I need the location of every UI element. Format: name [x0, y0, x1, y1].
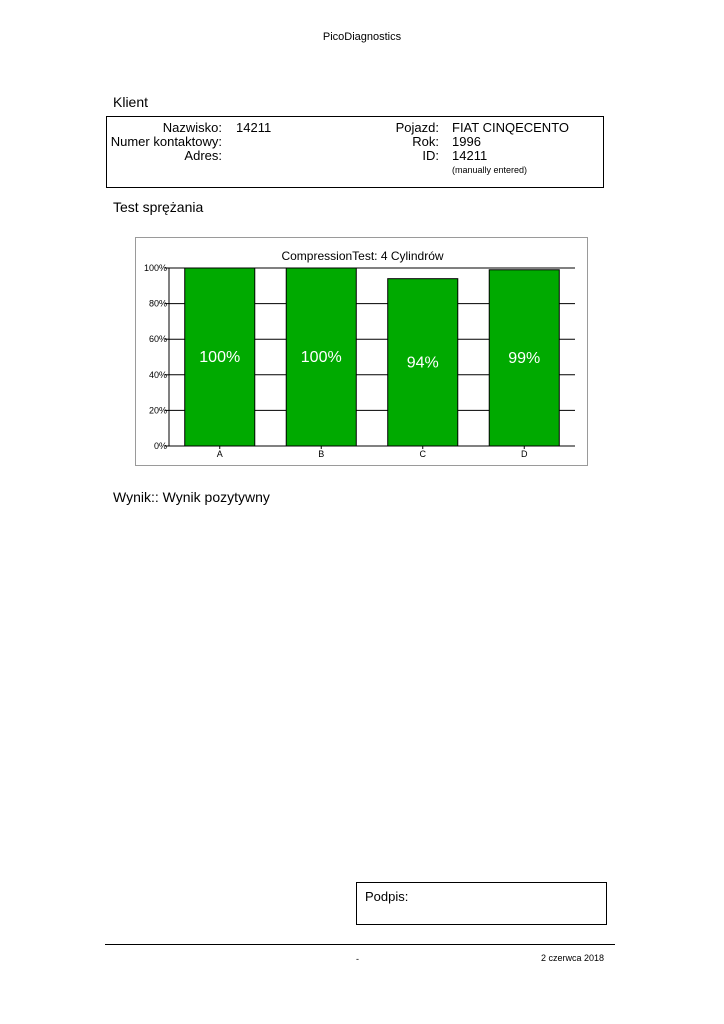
bar-data-label: 94%: [406, 354, 439, 372]
y-tick-label: 60%: [148, 334, 167, 345]
compression-chart-svg: [136, 238, 589, 467]
footer-date: 2 czerwca 2018: [541, 953, 605, 963]
y-tick-label: 80%: [148, 298, 167, 309]
x-tick-label: A: [216, 449, 223, 459]
address-label: Adres:: [184, 148, 222, 163]
contact-number-label: Numer kontaktowy:: [110, 134, 222, 149]
y-tick-label: 0%: [153, 441, 167, 451]
vehicle-label: Pojazd:: [395, 120, 439, 135]
x-tick-label: D: [521, 449, 528, 459]
y-tick-label: 20%: [148, 405, 167, 416]
y-tick-label: 100%: [143, 263, 167, 273]
bar-data-label: 100%: [199, 349, 241, 366]
id-entry-note: (manually entered): [452, 165, 528, 175]
footer-center-mark: -: [356, 954, 359, 964]
footer-divider: [105, 944, 615, 945]
year-value: 1996: [452, 134, 481, 149]
id-value: 14211: [452, 148, 488, 163]
y-tick-label: 40%: [148, 369, 167, 380]
client-heading: Klient: [113, 94, 149, 110]
chart-title: CompressionTest: 4 Cylindrów: [281, 249, 444, 263]
signature-box[interactable]: [356, 882, 607, 925]
surname-label: Nazwisko:: [162, 120, 222, 135]
vehicle-value: FIAT CINQECENTO: [452, 120, 570, 135]
x-tick-label: B: [318, 449, 325, 459]
app-title: PicoDiagnostics: [322, 31, 402, 43]
compression-chart: [135, 237, 588, 466]
result-text: Wynik:: Wynik pozytywny: [113, 489, 270, 505]
bar-data-label: 99%: [508, 349, 541, 367]
surname-value: 14211: [236, 120, 272, 135]
client-info-box: [106, 116, 604, 188]
signature-label: Podpis:: [365, 889, 409, 904]
id-label: ID:: [422, 148, 439, 163]
compression-test-heading: Test sprężania: [113, 199, 204, 215]
x-tick-label: C: [419, 449, 426, 459]
year-label: Rok:: [412, 134, 439, 149]
bar-data-label: 100%: [300, 349, 342, 366]
